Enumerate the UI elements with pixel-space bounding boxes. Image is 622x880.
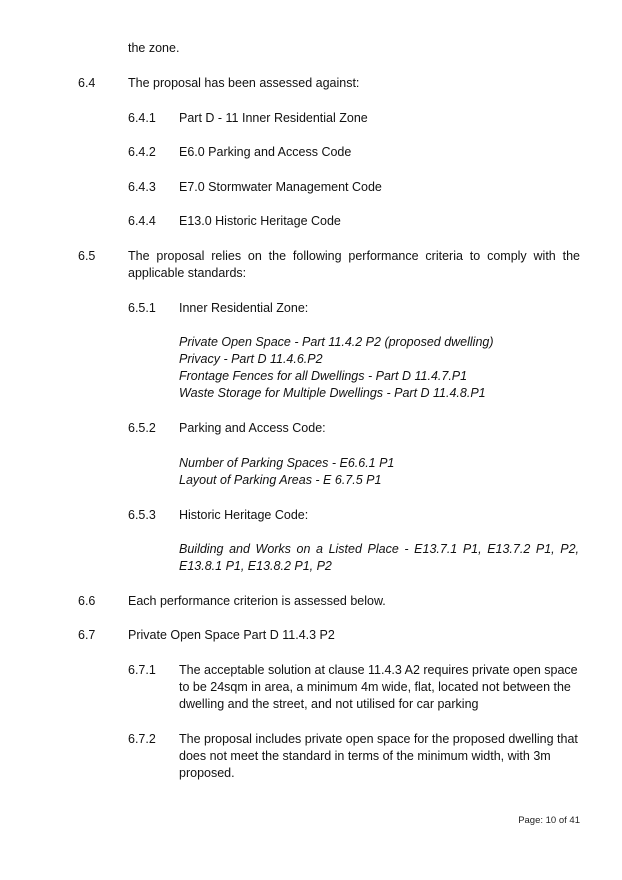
item-6-5-3-number: 6.5.3 [128,508,156,522]
item-6-5-1-title: Inner Residential Zone: [179,301,309,315]
criterion-waste-storage: Waste Storage for Multiple Dwellings - Part D 11.4.8.P1 [179,386,486,400]
section-6-5-text: The proposal relies on the following performance criteria to comply with the applicable standards: [128,249,580,280]
item-6-4-2-text: E6.0 Parking and Access Code [179,145,352,159]
criterion-privacy: Privacy - Part D 11.4.6.P2 [179,352,323,366]
item-6-7-1-number: 6.7.1 [128,663,156,677]
item-6-4-3-text: E7.0 Stormwater Management Code [179,180,382,194]
criterion-parking-spaces: Number of Parking Spaces - E6.6.1 P1 [179,456,395,470]
section-6-7-number: 6.7 [78,628,96,642]
section-6-6-text: Each performance criterion is assessed below. [128,594,386,608]
item-6-7-2-text: The proposal includes private open space for the proposed dwelling that does not meet the standard in terms of the minimum width, with 3m proposed. [179,732,578,780]
item-6-5-2-number: 6.5.2 [128,421,156,435]
item-6-4-1-number: 6.4.1 [128,111,156,125]
criterion-private-open-space: Private Open Space - Part 11.4.2 P2 (proposed dwelling) [179,335,494,349]
continuation-text: the zone. [128,41,180,55]
item-6-5-1-number: 6.5.1 [128,301,156,315]
criterion-parking-layout: Layout of Parking Areas - E 6.7.5 P1 [179,473,382,487]
section-6-6-number: 6.6 [78,594,96,608]
item-6-7-1-text: The acceptable solution at clause 11.4.3 A2 requires private open space to be 24sqm in area, a minimum 4m wide, flat, located not between the dwelling and the street, and not utilised for car parking [179,663,578,711]
section-6-7-text: Private Open Space Part D 11.4.3 P2 [128,628,335,642]
page-number-footer: Page: 10 of 41 [518,815,580,826]
item-6-4-3-number: 6.4.3 [128,180,156,194]
item-6-7-2-number: 6.7.2 [128,732,156,746]
section-6-4-number: 6.4 [78,76,96,90]
item-6-4-4-number: 6.4.4 [128,214,156,228]
section-6-4-text: The proposal has been assessed against: [128,76,360,90]
section-6-5-number: 6.5 [78,249,96,263]
item-6-5-2-title: Parking and Access Code: [179,421,326,435]
item-6-4-2-number: 6.4.2 [128,145,156,159]
item-6-4-1-text: Part D - 11 Inner Residential Zone [179,111,368,125]
item-6-4-4-text: E13.0 Historic Heritage Code [179,214,341,228]
criterion-frontage-fences: Frontage Fences for all Dwellings - Part D 11.4.7.P1 [179,369,468,383]
item-6-5-3-title: Historic Heritage Code: [179,508,309,522]
criterion-listed-place: Building and Works on a Listed Place - E13.7.1 P1, E13.7.2 P1, P2, E13.8.1 P1, E13.8.2 P1, P2 [179,542,579,573]
